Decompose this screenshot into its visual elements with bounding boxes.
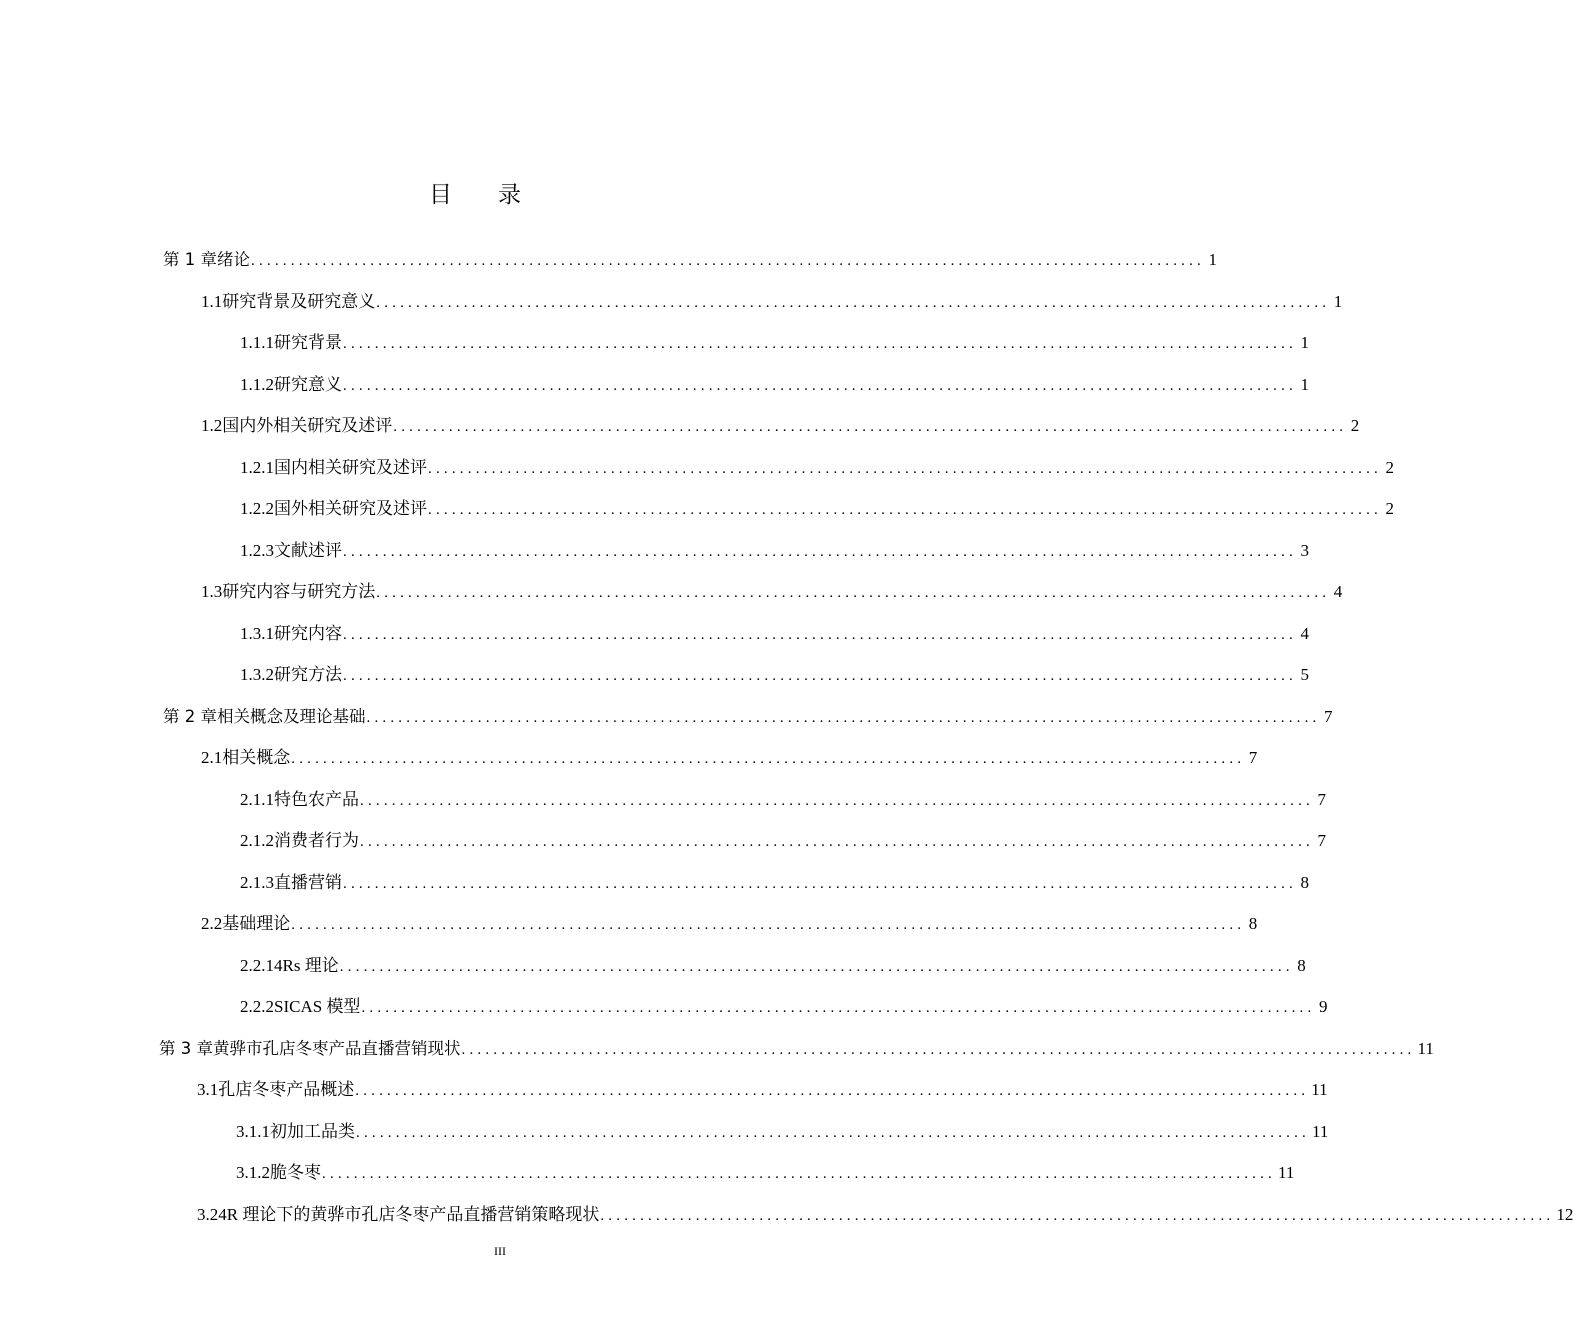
toc-entry-number: 3.1	[197, 1080, 219, 1099]
toc-leader-dots: ........................................................................................................................	[360, 834, 1314, 850]
toc-entry-number: 2.2.2	[240, 997, 274, 1016]
toc-entry-page: 7	[1317, 831, 1326, 850]
toc-entry[interactable]	[240, 540, 1309, 562]
toc-entry[interactable]	[240, 664, 1309, 686]
toc-entry-number: 2.1	[201, 748, 223, 767]
toc-entry-page: 1	[1333, 291, 1343, 311]
toc-entry[interactable]	[201, 913, 1258, 935]
toc-entry[interactable]	[201, 581, 1343, 603]
title-char-left: 目	[429, 182, 452, 208]
toc-entry-number: 2.1.3	[240, 872, 274, 892]
toc-entry-number: 1.2	[201, 416, 223, 435]
toc-entry-title: 研究意义	[274, 374, 342, 394]
toc-entry-page: 1	[1208, 250, 1217, 269]
toc-entry-title: 特色农产品	[274, 789, 359, 809]
toc-entry-number: 2.1.1	[240, 789, 274, 809]
toc-entry-title: 直播营销	[274, 872, 342, 892]
toc-entry-page: 11	[1311, 1080, 1328, 1099]
toc-entry-page: 8	[1300, 872, 1309, 892]
toc-entry-number: 1.2.1	[240, 457, 274, 477]
toc-entry-title: 研究背景	[274, 333, 342, 352]
toc-entry-page: 7	[1324, 706, 1333, 726]
toc-leader-dots: ........................................................................................................................	[360, 792, 1314, 809]
toc-entry-page: 3	[1300, 540, 1309, 560]
toc-leader-dots: ........................................................................................................................	[600, 1207, 1555, 1224]
toc-entry-title: 研究方法	[274, 665, 342, 684]
toc-entry-title: 国外相关研究及述评	[274, 499, 427, 518]
toc-entry-number: 3.2	[197, 1204, 219, 1224]
toc-entry-title: 国内相关研究及述评	[274, 457, 427, 477]
toc-entry-number: 1.1	[201, 291, 223, 311]
toc-entry-page: 9	[1318, 997, 1328, 1016]
toc-entry[interactable]	[236, 1162, 1295, 1184]
toc-entry[interactable]	[240, 872, 1309, 894]
toc-entry-number: 1.1.2	[240, 374, 274, 394]
toc-entry[interactable]	[201, 415, 1360, 437]
toc-leader-dots: ........................................................................................................................	[322, 1166, 1276, 1182]
toc-leader-dots: ........................................................................................................................	[428, 502, 1382, 518]
toc-entry-title: 研究背景及研究意义	[222, 291, 376, 311]
page-number-footer: III	[494, 1244, 506, 1258]
toc-leader-dots: ........................................................................................................................	[356, 1124, 1310, 1141]
toc-entry[interactable]	[240, 332, 1309, 354]
toc-leader-dots: ........................................................................................................................	[343, 377, 1297, 394]
toc-entry-number: 1.3.2	[240, 665, 274, 684]
toc-entry[interactable]	[236, 1121, 1329, 1143]
toc-entry-title: 孔店冬枣产品概述	[218, 1080, 355, 1099]
toc-entry-page: 2	[1350, 416, 1360, 435]
title-char-right: 录	[498, 182, 521, 208]
toc-entry-number: 1.3	[201, 582, 223, 601]
toc-entry[interactable]	[201, 747, 1258, 769]
toc-leader-dots: ........................................................................................................................	[428, 460, 1382, 477]
toc-entry[interactable]	[240, 955, 1306, 977]
toc-entry[interactable]	[197, 1079, 1328, 1101]
toc-entry-title: 文献述评	[274, 540, 342, 560]
toc-entry-page: 7	[1248, 748, 1258, 767]
toc-entry-page: 2	[1385, 499, 1394, 518]
toc-entry-page: 2	[1385, 457, 1394, 477]
toc-entry[interactable]	[240, 830, 1326, 852]
toc-leader-dots: ........................................................................................................................	[376, 294, 1331, 311]
toc-entry[interactable]	[163, 706, 1333, 728]
toc-leader-dots: ........................................................................................................................	[291, 751, 1246, 767]
toc-entry-title: 4Rs 理论	[274, 955, 339, 975]
toc-entry-title: 消费者行为	[274, 831, 359, 850]
toc-leader-dots: ........................................................................................................................	[343, 668, 1297, 684]
toc-entry-page: 11	[1417, 1038, 1434, 1058]
toc-entry-title: 绪论	[217, 250, 250, 269]
toc-entry-title: 基础理论	[222, 914, 291, 933]
toc-entry-title: SICAS 模型	[274, 997, 361, 1016]
toc-entry-page: 4	[1333, 582, 1343, 601]
toc-entry[interactable]	[240, 789, 1326, 811]
toc-entry-page: 8	[1297, 955, 1306, 975]
toc-entry-title: 研究内容	[274, 623, 342, 643]
toc-entry-page: 11	[1278, 1163, 1295, 1182]
toc-entry[interactable]	[240, 374, 1309, 396]
toc-entry-page: 12	[1556, 1204, 1573, 1224]
toc-entry-title: 初加工品类	[270, 1121, 355, 1141]
toc-entry-number: 1.2.2	[240, 499, 274, 518]
toc-leader-dots: ........................................................................................................................	[343, 543, 1297, 560]
toc-entry-number: 1.3.1	[240, 623, 274, 643]
toc-entry[interactable]	[201, 291, 1343, 313]
toc-entry-title: 脆冬枣	[270, 1163, 321, 1182]
toc-entry-page: 1	[1300, 333, 1309, 352]
toc-entry-title: 黄骅市孔店冬枣产品直播营销现状	[213, 1038, 461, 1058]
toc-entry-number: 2.2.1	[240, 955, 274, 975]
toc-leader-dots: ........................................................................................................................	[343, 875, 1297, 892]
toc-leader-dots: ........................................................................................................................	[343, 626, 1297, 643]
toc-leader-dots: ........................................................................................................................	[461, 1041, 1416, 1058]
toc-entry-title: 4R 理论下的黄骅市孔店冬枣产品直播营销策略现状	[218, 1204, 600, 1224]
toc-entry[interactable]	[240, 457, 1394, 479]
toc-entry-number: 1.2.3	[240, 540, 274, 560]
toc-leader-dots: ........................................................................................................................	[366, 709, 1321, 726]
toc-entry[interactable]	[197, 1204, 1573, 1226]
toc-entry-number: 2.2	[201, 914, 223, 933]
toc-entry-title: 国内外相关研究及述评	[222, 416, 393, 435]
toc-entry[interactable]	[163, 249, 1217, 271]
toc-leader-dots: ........................................................................................................................	[291, 917, 1246, 933]
toc-entry[interactable]	[240, 623, 1309, 645]
toc-leader-dots: ........................................................................................................................	[376, 585, 1331, 601]
toc-entry-number: 2.1.2	[240, 831, 274, 850]
toc-entry-title: 相关概念	[222, 748, 291, 767]
toc-entry-page: 1	[1300, 374, 1309, 394]
toc-entry-page: 5	[1300, 665, 1309, 684]
toc-leader-dots: ........................................................................................................................	[355, 1083, 1310, 1099]
toc-leader-dots: ........................................................................................................................	[251, 253, 1205, 269]
toc-entry-number: 1.1.1	[240, 333, 274, 352]
toc-entry-title: 研究内容与研究方法	[222, 582, 376, 601]
toc-entry[interactable]	[240, 498, 1394, 520]
toc-entry-number: 第 3 章	[159, 1038, 213, 1058]
toc-entry-page: 11	[1312, 1121, 1329, 1141]
toc-entry[interactable]	[240, 996, 1328, 1018]
toc-leader-dots: ........................................................................................................................	[393, 419, 1348, 435]
toc-entry-number: 3.1.1	[236, 1121, 270, 1141]
toc-leader-dots: ........................................................................................................................	[343, 336, 1297, 352]
toc-entry-title: 相关概念及理论基础	[217, 706, 366, 726]
toc-entry-page: 4	[1300, 623, 1309, 643]
toc-entry-number: 第 1 章	[163, 250, 217, 269]
toc-entry-page: 8	[1248, 914, 1258, 933]
toc-leader-dots: ........................................................................................................................	[339, 958, 1294, 975]
toc-leader-dots: ........................................................................................................................	[361, 1000, 1316, 1016]
toc-entry-page: 7	[1317, 789, 1326, 809]
toc-entry-number: 3.1.2	[236, 1163, 270, 1182]
toc-entry-number: 第 2 章	[163, 706, 217, 726]
toc-entry[interactable]	[159, 1038, 1434, 1060]
